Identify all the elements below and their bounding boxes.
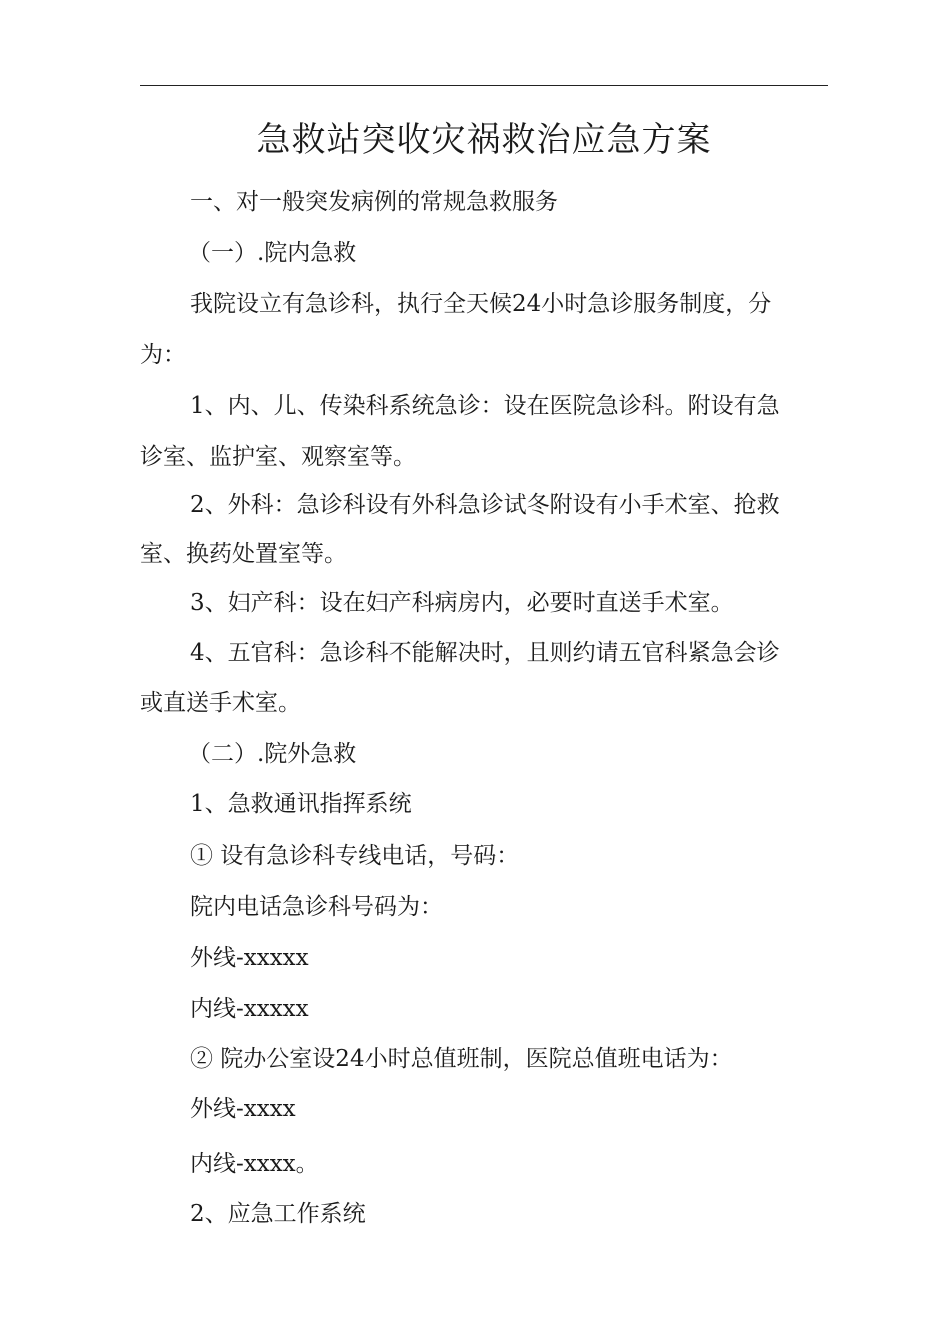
paragraph-line: 1、急救通讯指挥系统	[190, 791, 412, 817]
document-title: 急救站突收灾祸救治应急方案	[256, 120, 712, 160]
paragraph-line: 2、应急工作系统	[190, 1201, 366, 1227]
paragraph-line: 院内电话急诊科号码为：	[190, 894, 443, 920]
paragraph-line: 4、五官科：急诊科不能解决时，且则约请五官科紧急会诊	[190, 640, 780, 666]
paragraph-line: 诊室、监护室、观察室等。	[140, 444, 416, 470]
paragraph-line: 外线-xxxxx	[190, 945, 309, 971]
paragraph-line: 为：	[140, 342, 186, 368]
paragraph-line: 或直送手术室。	[140, 690, 301, 716]
subsection-heading-1: （一）.院内急救	[188, 240, 357, 266]
paragraph-line: 室、换药处置室等。	[140, 541, 347, 567]
paragraph-line: 内线-xxxxx	[190, 996, 309, 1022]
paragraph-line: ① 设有急诊科专线电话，号码：	[190, 843, 520, 869]
subsection-heading-2: （二）.院外急救	[188, 741, 357, 767]
paragraph-line: 2、外科：急诊科设有外科急诊试冬附设有小手术室、抢救	[190, 492, 780, 518]
paragraph-line: 我院设立有急诊科，执行全天候24小时急诊服务制度，分	[190, 291, 772, 317]
section-heading-1: 一、对一般突发病例的常规急救服务	[190, 189, 558, 215]
paragraph-line: ② 院办公室设24小时总值班制，医院总值班电话为：	[190, 1046, 733, 1072]
paragraph-line: 外线-xxxx	[190, 1096, 296, 1122]
paragraph-line: 1、内、儿、传染科系统急诊：设在医院急诊科。附设有急	[190, 393, 780, 419]
paragraph-line: 3、妇产科：设在妇产科病房内，必要时直送手术室。	[190, 590, 734, 616]
paragraph-line: 内线-xxxx。	[190, 1151, 319, 1177]
header-rule	[140, 85, 828, 86]
